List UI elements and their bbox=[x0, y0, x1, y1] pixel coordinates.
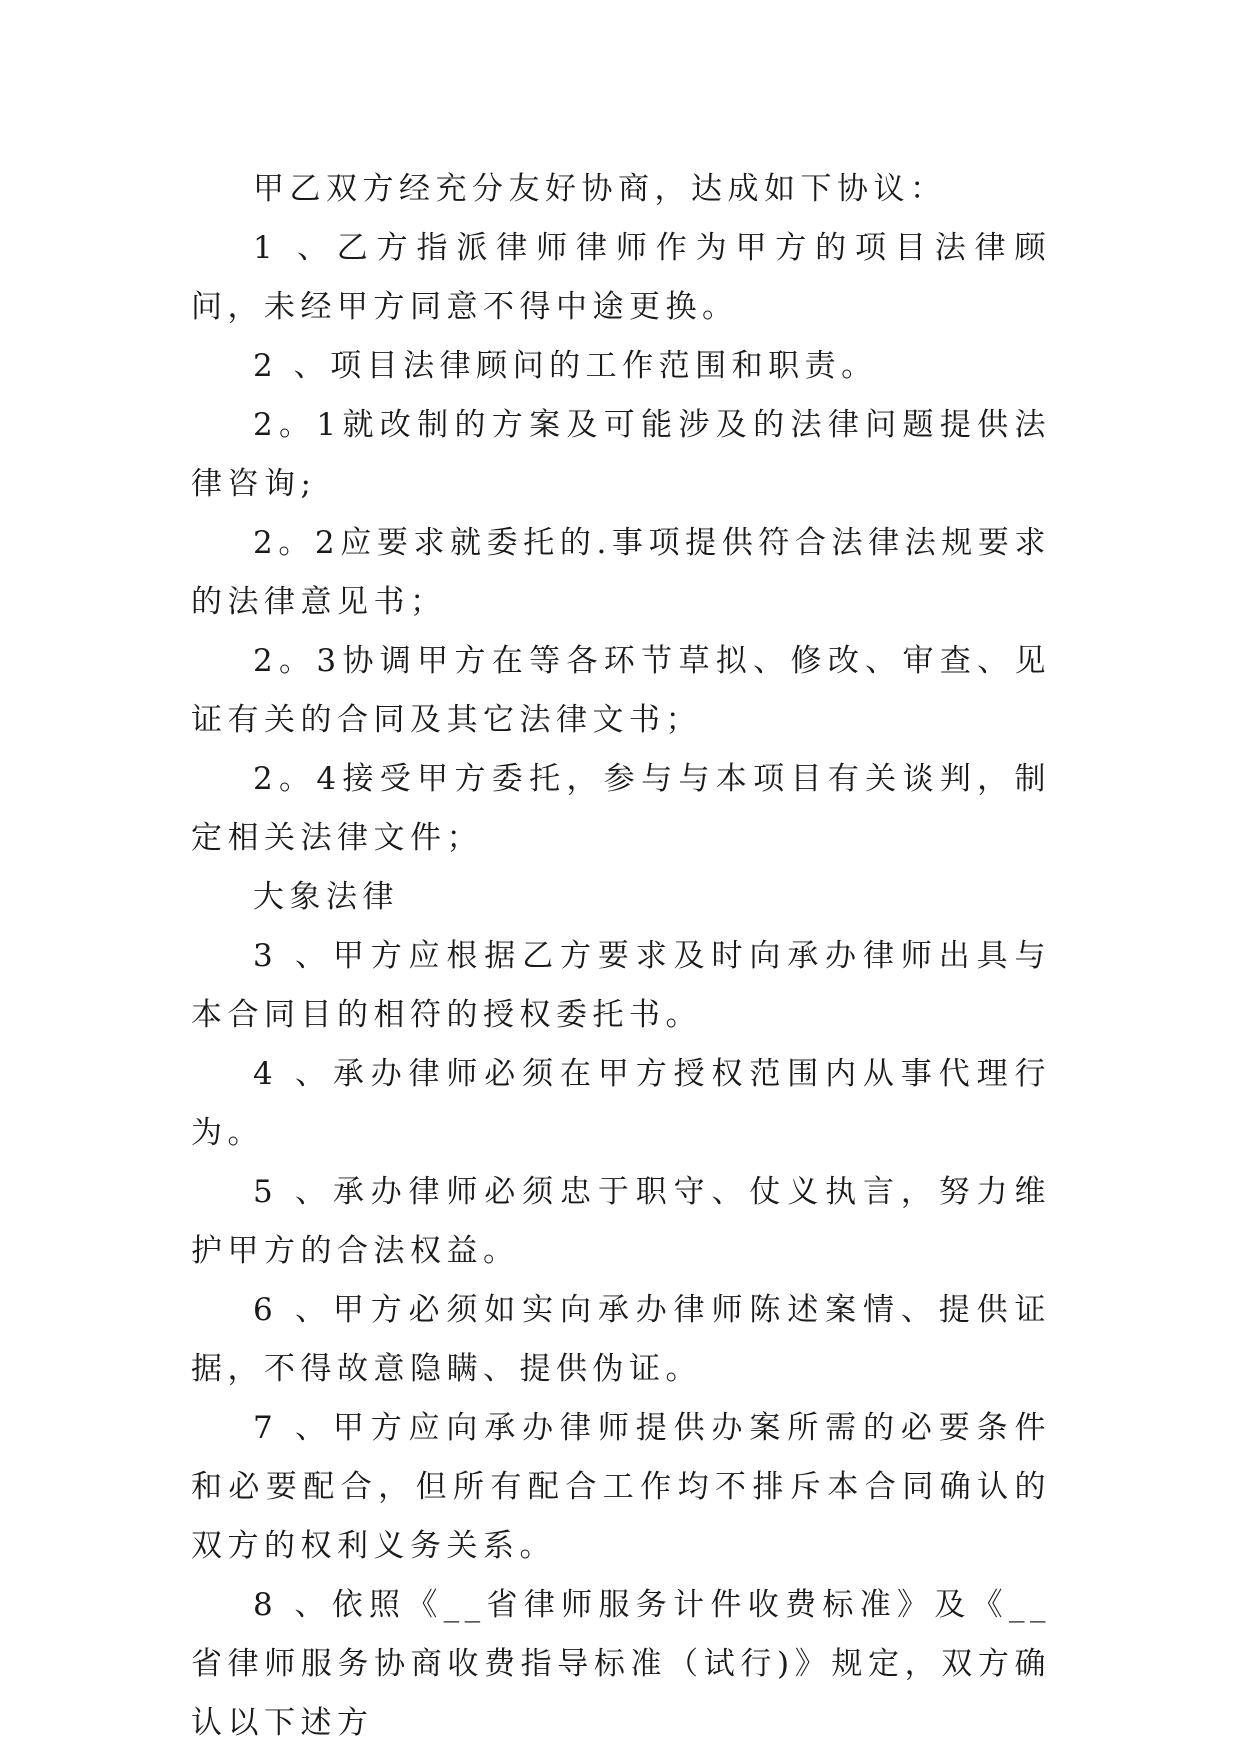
clause-5: 5 、承办律师必须忠于职守、仗义执言，努力维护甲方的合法权益。 bbox=[191, 1174, 1051, 1269]
clause-1: 1 、乙方指派律师律师作为甲方的项目法律顾问，未经甲方同意不得中途更换。 bbox=[191, 230, 1051, 325]
clause-8: 8 、依照《__省律师服务计件收费标准》及《__省律师服务协商收费指导标准（试行)》规定，双方确认以下述方 bbox=[191, 1587, 1051, 1741]
watermark-text-line: 大象法律 bbox=[253, 879, 399, 915]
clause-2-2: 2。2应要求就委托的.事项提供符合法律法规要求的法律意见书； bbox=[191, 525, 1051, 620]
document-body bbox=[191, 160, 1051, 1753]
clause-3: 3 、甲方应根据乙方要求及时向承办律师出具与本合同目的相符的授权委托书。 bbox=[191, 938, 1051, 1033]
clause-2-3: 2。3协调甲方在等各环节草拟、修改、审查、见证有关的合同及其它法律文书； bbox=[191, 643, 1051, 738]
clause-2: 2 、项目法律顾问的工作范围和职责。 bbox=[253, 348, 878, 384]
clause-6: 6 、甲方必须如实向承办律师陈述案情、提供证据，不得故意隐瞒、提供伪证。 bbox=[191, 1292, 1051, 1387]
clause-7: 7 、甲方应向承办律师提供办案所需的必要条件和必要配合，但所有配合工作均不排斥本合同确认的双方的权利义务关系。 bbox=[191, 1410, 1051, 1564]
clause-2-1: 2。1就改制的方案及可能涉及的法律问题提供法律咨询; bbox=[191, 407, 1051, 502]
clause-4: 4 、承办律师必须在甲方授权范围内从事代理行为。 bbox=[191, 1056, 1051, 1151]
agreement-intro: 甲乙双方经充分友好协商，达成如下协议： bbox=[253, 171, 947, 207]
clause-2-4: 2。4接受甲方委托，参与与本项目有关谈判，制定相关法律文件； bbox=[191, 761, 1051, 856]
